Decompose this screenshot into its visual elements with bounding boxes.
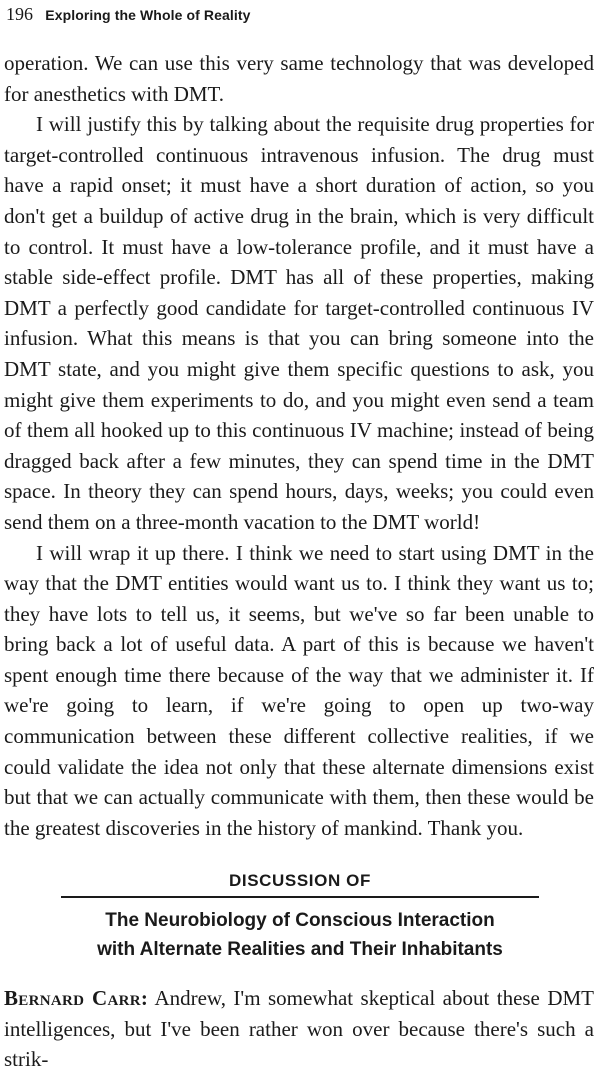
heading-rule <box>61 896 539 898</box>
paragraph: operation. We can use this very same technology that was developed for anesthetics with DMT. <box>4 51 594 106</box>
paragraph: I will justify this by talking about the requisite drug properties for target-controlled continuous intravenous infusion. The drug must have a rapid onset; it must have a short duration of action, so you don't get a buildup of active drug in the brain, which is very difficult to control. It must have a low-tolerance profile, and it must have a stable side-effect profile. DMT has all of these properties, making DMT a perfectly good candidate for target-controlled continuous IV infusion. What this means is that you can bring someone into the DMT state, and you might give them specific questions to ask, you might give them experiments to do, and you might even send a team of them all hooked up to this continuous IV machine; instead of being dragged back after a few minutes, they can spend time in the DMT space. In theory they can spend hours, days, weeks; you could even send them on a three-month vacation to the DMT world! <box>4 112 594 534</box>
running-head <box>6 4 250 25</box>
dialogue-paragraph <box>4 983 594 1075</box>
page-number: 196 <box>6 4 33 24</box>
paragraph: I will wrap it up there. I think we need to start using DMT in the way that the DMT entities would want us to. I think they want us to; they have lots to tell us, it seems, but we've so far been unable to bring back a lot of useful data. A part of this is because we haven't spent enough time there because of the way that we administer it. If we're going to learn, if we're going to open up two-way communication between these different collective realities, if we could validate the idea not only that these alternate dimensions exist but that we can actually communicate with them, then these would be the greatest discoveries in the history of mankind. Thank you. <box>4 540 594 840</box>
dialogue-text: Andrew, I'm somewhat skeptical about these DMT intelligences, but I've been rather won over because there's such a strik- <box>4 986 594 1072</box>
running-title: Exploring the Whole of Reality <box>45 7 251 23</box>
speaker-name: Bernard Carr: <box>4 986 149 1010</box>
discussion-title-line-2: with Alternate Realities and Their Inhabitants <box>97 939 503 960</box>
discussion-title-line-1: The Neurobiology of Conscious Interaction <box>105 910 495 931</box>
discussion-heading <box>0 868 600 964</box>
body-text <box>4 48 594 843</box>
discussion-label: DISCUSSION OF <box>229 871 371 890</box>
